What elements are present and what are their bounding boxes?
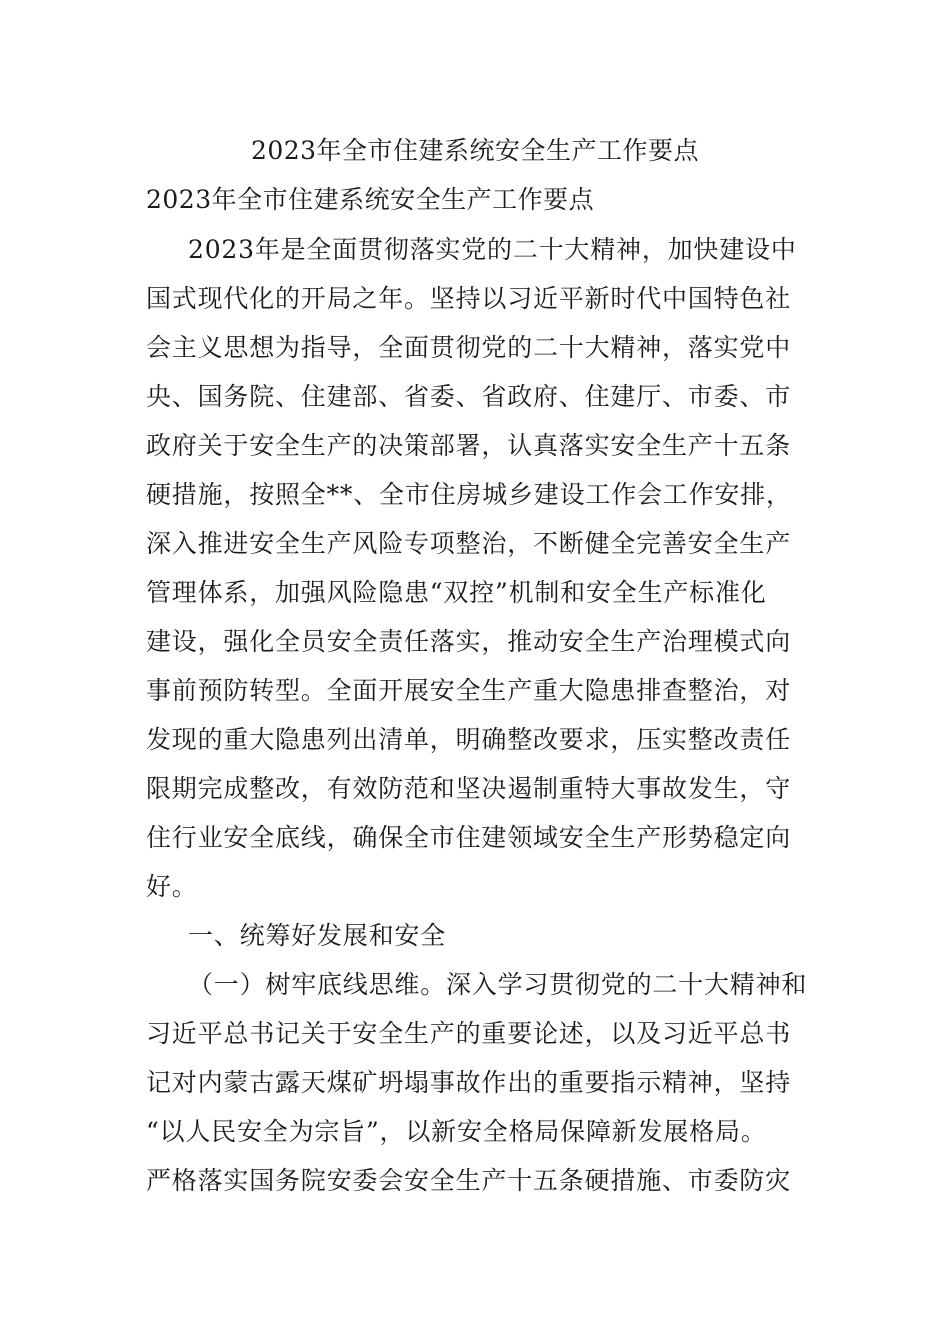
paragraph-line: 深入推进安全生产风险专项整治，不断健全完善安全生产: [146, 529, 792, 558]
paragraph-line: （一）树牢底线思维。深入学习贯彻党的二十大精神和: [188, 970, 808, 999]
document-subtitle: 2023年全市住建系统安全生产工作要点: [146, 185, 595, 214]
paragraph-line: 习近平总书记关于安全生产的重要论述，以及习近平总书: [146, 1019, 792, 1048]
paragraph-line: 严格落实国务院安委会安全生产十五条硬措施、市委防灾: [146, 1166, 792, 1195]
document-body: [146, 228, 806, 1208]
paragraph-line: 央、国务院、住建部、省委、省政府、住建厅、市委、市: [146, 382, 792, 411]
paragraph-line: 国式现代化的开局之年。坚持以习近平新时代中国特色社: [146, 284, 792, 313]
paragraph-line: 硬措施，按照全**、全市住房城乡建设工作会工作安排，: [146, 480, 792, 509]
paragraph-line: “以人民安全为宗旨”，以新安全格局保障新发展格局。: [146, 1117, 767, 1146]
paragraph-line: 事前预防转型。全面开展安全生产重大隐患排查整治，对: [146, 676, 792, 705]
paragraph-line: 限期完成整改，有效防范和坚决遏制重特大事故发生，守: [146, 774, 792, 803]
paragraph-line: 好。: [146, 872, 198, 901]
paragraph-line: 建设，强化全员安全责任落实，推动安全生产治理模式向: [146, 627, 792, 656]
paragraph-line: 2023年是全面贯彻落实党的二十大精神，加快建设中: [188, 235, 797, 264]
paragraph-line: 管理体系，加强风险隐患“双控”机制和安全生产标准化: [146, 578, 767, 607]
section-heading: 一、统筹好发展和安全: [188, 921, 447, 950]
paragraph-line: 政府关于安全生产的决策部署，认真落实安全生产十五条: [146, 431, 792, 460]
paragraph-line: 发现的重大隐患列出清单，明确整改要求，压实整改责任: [146, 725, 792, 754]
paragraph-line: 住行业安全底线，确保全市住建领域安全生产形势稳定向: [146, 823, 792, 852]
paragraph-line: 记对内蒙古露天煤矿坍塌事故作出的重要指示精神，坚持: [146, 1068, 792, 1097]
paragraph-line: 会主义思想为指导，全面贯彻党的二十大精神，落实党中: [146, 333, 792, 362]
document-title: 2023年全市住建系统安全生产工作要点: [250, 136, 700, 165]
